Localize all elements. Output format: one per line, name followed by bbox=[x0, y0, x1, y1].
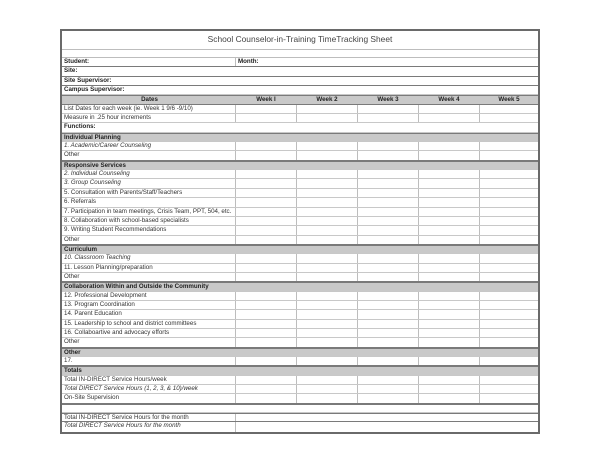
activity-row bbox=[62, 198, 538, 207]
student-row bbox=[62, 58, 538, 67]
week-1-cell[interactable] bbox=[236, 320, 297, 328]
activity-row bbox=[62, 226, 538, 235]
week-5-cell[interactable] bbox=[480, 254, 538, 262]
week-1-cell[interactable] bbox=[236, 189, 297, 197]
activity-row bbox=[62, 301, 538, 310]
week-4-cell[interactable] bbox=[419, 273, 480, 281]
activity-label: 12. Professional Development bbox=[62, 292, 236, 300]
week-1-cell[interactable] bbox=[236, 338, 297, 346]
week-1-cell[interactable] bbox=[236, 105, 297, 113]
week-2-cell[interactable] bbox=[297, 394, 358, 402]
week-5-cell[interactable] bbox=[480, 179, 538, 187]
week-2-cell[interactable] bbox=[297, 301, 358, 309]
month-total-row bbox=[62, 413, 538, 422]
week-5-cell[interactable] bbox=[480, 142, 538, 150]
week-1-cell[interactable] bbox=[236, 226, 297, 234]
week-3-cell[interactable] bbox=[358, 292, 419, 300]
activity-row bbox=[62, 208, 538, 217]
week-3-cell[interactable] bbox=[358, 320, 419, 328]
week-5-cell[interactable] bbox=[480, 208, 538, 216]
activity-label: 13. Program Coordination bbox=[62, 301, 236, 309]
week-4-cell[interactable] bbox=[419, 357, 480, 365]
week-5-cell[interactable] bbox=[480, 264, 538, 272]
section-header bbox=[62, 161, 538, 170]
week-5-cell[interactable] bbox=[480, 301, 538, 309]
site-supervisor-row[interactable] bbox=[62, 77, 538, 86]
week-5-cell[interactable] bbox=[480, 217, 538, 225]
site-label: Site: bbox=[64, 67, 78, 75]
week-4-cell[interactable] bbox=[419, 208, 480, 216]
week-4-cell[interactable] bbox=[419, 329, 480, 337]
week-3-cell[interactable] bbox=[358, 198, 419, 206]
week-2-cell[interactable] bbox=[297, 114, 358, 122]
week-1-cell[interactable] bbox=[236, 385, 297, 393]
section-title: Individual Planning bbox=[64, 133, 121, 141]
week-2-cell[interactable] bbox=[297, 264, 358, 272]
activity-label: 8. Collaboration with school-based specialists bbox=[62, 217, 236, 225]
activity-row bbox=[62, 292, 538, 301]
blank-row bbox=[62, 50, 538, 58]
student-field[interactable] bbox=[62, 58, 236, 66]
week-3-cell[interactable] bbox=[358, 273, 419, 281]
week-4-cell[interactable] bbox=[419, 105, 480, 113]
week-4-cell[interactable] bbox=[419, 264, 480, 272]
activity-label: 15. Leadership to school and district committees bbox=[62, 320, 236, 328]
timetracking-sheet bbox=[60, 29, 540, 434]
week-2-cell[interactable] bbox=[297, 170, 358, 178]
week-5-cell[interactable] bbox=[480, 273, 538, 281]
week-1-cell[interactable] bbox=[236, 236, 297, 244]
functions-row bbox=[62, 123, 538, 132]
week-2-cell[interactable] bbox=[297, 208, 358, 216]
week-5-cell[interactable] bbox=[480, 357, 538, 365]
week-3-cell[interactable] bbox=[358, 179, 419, 187]
week-2-cell[interactable] bbox=[297, 254, 358, 262]
week-2-header: Week 2 bbox=[297, 96, 358, 103]
functions-label: Functions: bbox=[64, 123, 96, 131]
week-5-cell[interactable] bbox=[480, 329, 538, 337]
intro-row-label: Measure in .25 hour increments bbox=[62, 114, 236, 122]
activity-label: 7. Participation in team meetings, Crisis Team, PPT, 504, etc. bbox=[62, 208, 236, 216]
activity-row bbox=[62, 236, 538, 245]
week-5-cell[interactable] bbox=[480, 320, 538, 328]
week-3-cell[interactable] bbox=[358, 217, 419, 225]
week-3-cell[interactable] bbox=[358, 105, 419, 113]
week-3-cell[interactable] bbox=[358, 151, 419, 159]
activity-row bbox=[62, 151, 538, 160]
activity-label: Other bbox=[62, 273, 236, 281]
column-header-row bbox=[62, 95, 538, 104]
week-2-cell[interactable] bbox=[297, 357, 358, 365]
activity-label: 14. Parent Education bbox=[62, 310, 236, 318]
activity-row bbox=[62, 170, 538, 179]
week-5-cell[interactable] bbox=[480, 226, 538, 234]
activity-row bbox=[62, 385, 538, 394]
week-5-cell[interactable] bbox=[480, 189, 538, 197]
activity-label: Other bbox=[62, 151, 236, 159]
week-2-cell[interactable] bbox=[297, 338, 358, 346]
week-1-cell[interactable] bbox=[236, 198, 297, 206]
week-2-cell[interactable] bbox=[297, 329, 358, 337]
section-header bbox=[62, 348, 538, 357]
week-3-cell[interactable] bbox=[358, 338, 419, 346]
intro-row-label: List Dates for each week (ie. Week 1 9/6 -9/10) bbox=[62, 105, 236, 113]
section-title: Totals bbox=[64, 367, 82, 375]
activity-label: 3. Group Counseling bbox=[62, 179, 236, 187]
week-5-cell[interactable] bbox=[480, 338, 538, 346]
week-4-cell[interactable] bbox=[419, 189, 480, 197]
week-2-cell[interactable] bbox=[297, 226, 358, 234]
week-4-cell[interactable] bbox=[419, 142, 480, 150]
activity-row bbox=[62, 320, 538, 329]
activity-row bbox=[62, 179, 538, 188]
campus-supervisor-row[interactable] bbox=[62, 86, 538, 95]
month-field[interactable] bbox=[236, 58, 538, 66]
week-4-cell[interactable] bbox=[419, 114, 480, 122]
week-4-cell[interactable] bbox=[419, 394, 480, 402]
week-1-cell[interactable] bbox=[236, 301, 297, 309]
week-3-cell[interactable] bbox=[358, 376, 419, 384]
week-1-cell[interactable] bbox=[236, 357, 297, 365]
campus-supervisor-label: Campus Supervisor: bbox=[64, 86, 125, 94]
month-total-label: Total IN-DIRECT Service Hours for the month bbox=[62, 414, 236, 421]
intro-row bbox=[62, 105, 538, 114]
week-5-cell[interactable] bbox=[480, 376, 538, 384]
activity-label: 6. Referrals bbox=[62, 198, 236, 206]
week-3-cell[interactable] bbox=[358, 142, 419, 150]
week-4-cell[interactable] bbox=[419, 338, 480, 346]
week-5-cell[interactable] bbox=[480, 198, 538, 206]
week-1-cell[interactable] bbox=[236, 292, 297, 300]
week-4-cell[interactable] bbox=[419, 320, 480, 328]
week-5-cell[interactable] bbox=[480, 105, 538, 113]
activity-row bbox=[62, 310, 538, 319]
week-1-cell[interactable] bbox=[236, 114, 297, 122]
activity-label: 2. Individual Counseling bbox=[62, 170, 236, 178]
week-4-cell[interactable] bbox=[419, 310, 480, 318]
activity-row bbox=[62, 329, 538, 338]
section-title: Other bbox=[64, 348, 81, 356]
week-5-cell[interactable] bbox=[480, 151, 538, 159]
activity-label: 1. Academic/Career Counseling bbox=[62, 142, 236, 150]
week-4-cell[interactable] bbox=[419, 385, 480, 393]
activity-label: 9. Writing Student Recommendations bbox=[62, 226, 236, 234]
week-2-cell[interactable] bbox=[297, 198, 358, 206]
week-1-header: Week I bbox=[236, 96, 297, 103]
week-1-cell[interactable] bbox=[236, 376, 297, 384]
week-4-cell[interactable] bbox=[419, 226, 480, 234]
week-4-cell[interactable] bbox=[419, 179, 480, 187]
week-3-cell[interactable] bbox=[358, 254, 419, 262]
week-5-cell[interactable] bbox=[480, 394, 538, 402]
activity-label: 10. Classroom Teaching bbox=[62, 254, 236, 262]
section-header bbox=[62, 133, 538, 142]
week-3-cell[interactable] bbox=[358, 310, 419, 318]
activity-row bbox=[62, 142, 538, 151]
week-3-cell[interactable] bbox=[358, 236, 419, 244]
activity-label: 16. Collaboartive and advocacy efforts bbox=[62, 329, 236, 337]
site-row[interactable] bbox=[62, 67, 538, 76]
week-4-cell[interactable] bbox=[419, 254, 480, 262]
week-5-cell[interactable] bbox=[480, 310, 538, 318]
week-1-cell[interactable] bbox=[236, 142, 297, 150]
week-4-cell[interactable] bbox=[419, 170, 480, 178]
activity-row bbox=[62, 189, 538, 198]
week-4-cell[interactable] bbox=[419, 217, 480, 225]
activity-row bbox=[62, 338, 538, 347]
week-3-cell[interactable] bbox=[358, 301, 419, 309]
week-3-cell[interactable] bbox=[358, 385, 419, 393]
week-2-cell[interactable] bbox=[297, 236, 358, 244]
activity-row bbox=[62, 217, 538, 226]
week-3-cell[interactable] bbox=[358, 357, 419, 365]
intro-row bbox=[62, 114, 538, 123]
activity-row bbox=[62, 273, 538, 282]
section-header bbox=[62, 366, 538, 375]
week-5-cell[interactable] bbox=[480, 170, 538, 178]
week-1-cell[interactable] bbox=[236, 273, 297, 281]
activity-label: On-Site Supervision bbox=[62, 394, 236, 402]
week-2-cell[interactable] bbox=[297, 217, 358, 225]
week-1-cell[interactable] bbox=[236, 264, 297, 272]
week-5-cell[interactable] bbox=[480, 385, 538, 393]
week-3-cell[interactable] bbox=[358, 114, 419, 122]
spacer-row bbox=[62, 404, 538, 413]
week-2-cell[interactable] bbox=[297, 376, 358, 384]
section-title: Responsive Services bbox=[64, 161, 126, 169]
month-total-cell[interactable] bbox=[236, 422, 538, 431]
site-supervisor-label: Site Supervisor: bbox=[64, 76, 112, 84]
week-1-cell[interactable] bbox=[236, 329, 297, 337]
week-2-cell[interactable] bbox=[297, 151, 358, 159]
student-label: Student: bbox=[64, 58, 90, 65]
week-2-cell[interactable] bbox=[297, 189, 358, 197]
week-5-header: Week 5 bbox=[498, 96, 520, 104]
activity-label: 5. Consultation with Parents/Staff/Teachers bbox=[62, 189, 236, 197]
section-title: Curriculum bbox=[64, 245, 98, 253]
week-3-cell[interactable] bbox=[358, 329, 419, 337]
week-4-cell[interactable] bbox=[419, 236, 480, 244]
activity-row bbox=[62, 376, 538, 385]
week-3-header: Week 3 bbox=[358, 96, 419, 103]
week-3-cell[interactable] bbox=[358, 394, 419, 402]
section-header bbox=[62, 282, 538, 291]
month-total-row bbox=[62, 422, 538, 431]
week-5-cell[interactable] bbox=[480, 292, 538, 300]
week-2-cell[interactable] bbox=[297, 273, 358, 281]
week-4-cell[interactable] bbox=[419, 301, 480, 309]
activity-label: Other bbox=[62, 338, 236, 346]
week-1-cell[interactable] bbox=[236, 394, 297, 402]
activity-label: Total IN-DIRECT Service Hours/week bbox=[62, 376, 236, 384]
week-2-cell[interactable] bbox=[297, 292, 358, 300]
week-2-cell[interactable] bbox=[297, 142, 358, 150]
activity-row bbox=[62, 357, 538, 366]
week-1-cell[interactable] bbox=[236, 254, 297, 262]
activity-label: 11. Lesson Planning/preparation bbox=[62, 264, 236, 272]
week-1-cell[interactable] bbox=[236, 310, 297, 318]
week-3-cell[interactable] bbox=[358, 208, 419, 216]
week-4-cell[interactable] bbox=[419, 292, 480, 300]
activity-row bbox=[62, 254, 538, 263]
month-total-label: Total DIRECT Service Hours for the month bbox=[62, 422, 236, 431]
week-2-cell[interactable] bbox=[297, 320, 358, 328]
week-2-cell[interactable] bbox=[297, 385, 358, 393]
activity-label: 17. bbox=[62, 357, 236, 365]
section-header bbox=[62, 245, 538, 254]
week-5-cell[interactable] bbox=[480, 236, 538, 244]
week-3-cell[interactable] bbox=[358, 189, 419, 197]
week-4-cell[interactable] bbox=[419, 376, 480, 384]
week-1-cell[interactable] bbox=[236, 208, 297, 216]
section-title: Collaboration Within and Outside the Community bbox=[64, 283, 209, 291]
activity-label: Total DIRECT Service Hours (1, 2, 3, & 10)/week bbox=[62, 385, 236, 393]
week-5-cell[interactable] bbox=[480, 114, 538, 122]
sheet-title: School Counselor-in-Training TimeTracking Sheet bbox=[62, 31, 538, 50]
week-2-cell[interactable] bbox=[297, 105, 358, 113]
week-1-cell[interactable] bbox=[236, 179, 297, 187]
week-3-cell[interactable] bbox=[358, 170, 419, 178]
week-4-cell[interactable] bbox=[419, 198, 480, 206]
dates-header: Dates bbox=[62, 96, 236, 103]
week-2-cell[interactable] bbox=[297, 179, 358, 187]
week-4-cell[interactable] bbox=[419, 151, 480, 159]
activity-row bbox=[62, 394, 538, 403]
week-4-header: Week 4 bbox=[419, 96, 480, 103]
month-label: Month: bbox=[238, 58, 259, 65]
week-1-cell[interactable] bbox=[236, 217, 297, 225]
week-3-cell[interactable] bbox=[358, 264, 419, 272]
week-1-cell[interactable] bbox=[236, 151, 297, 159]
activity-row bbox=[62, 264, 538, 273]
week-3-cell[interactable] bbox=[358, 226, 419, 234]
week-1-cell[interactable] bbox=[236, 170, 297, 178]
month-total-cell[interactable] bbox=[236, 414, 538, 421]
week-2-cell[interactable] bbox=[297, 310, 358, 318]
activity-label: Other bbox=[62, 236, 236, 244]
